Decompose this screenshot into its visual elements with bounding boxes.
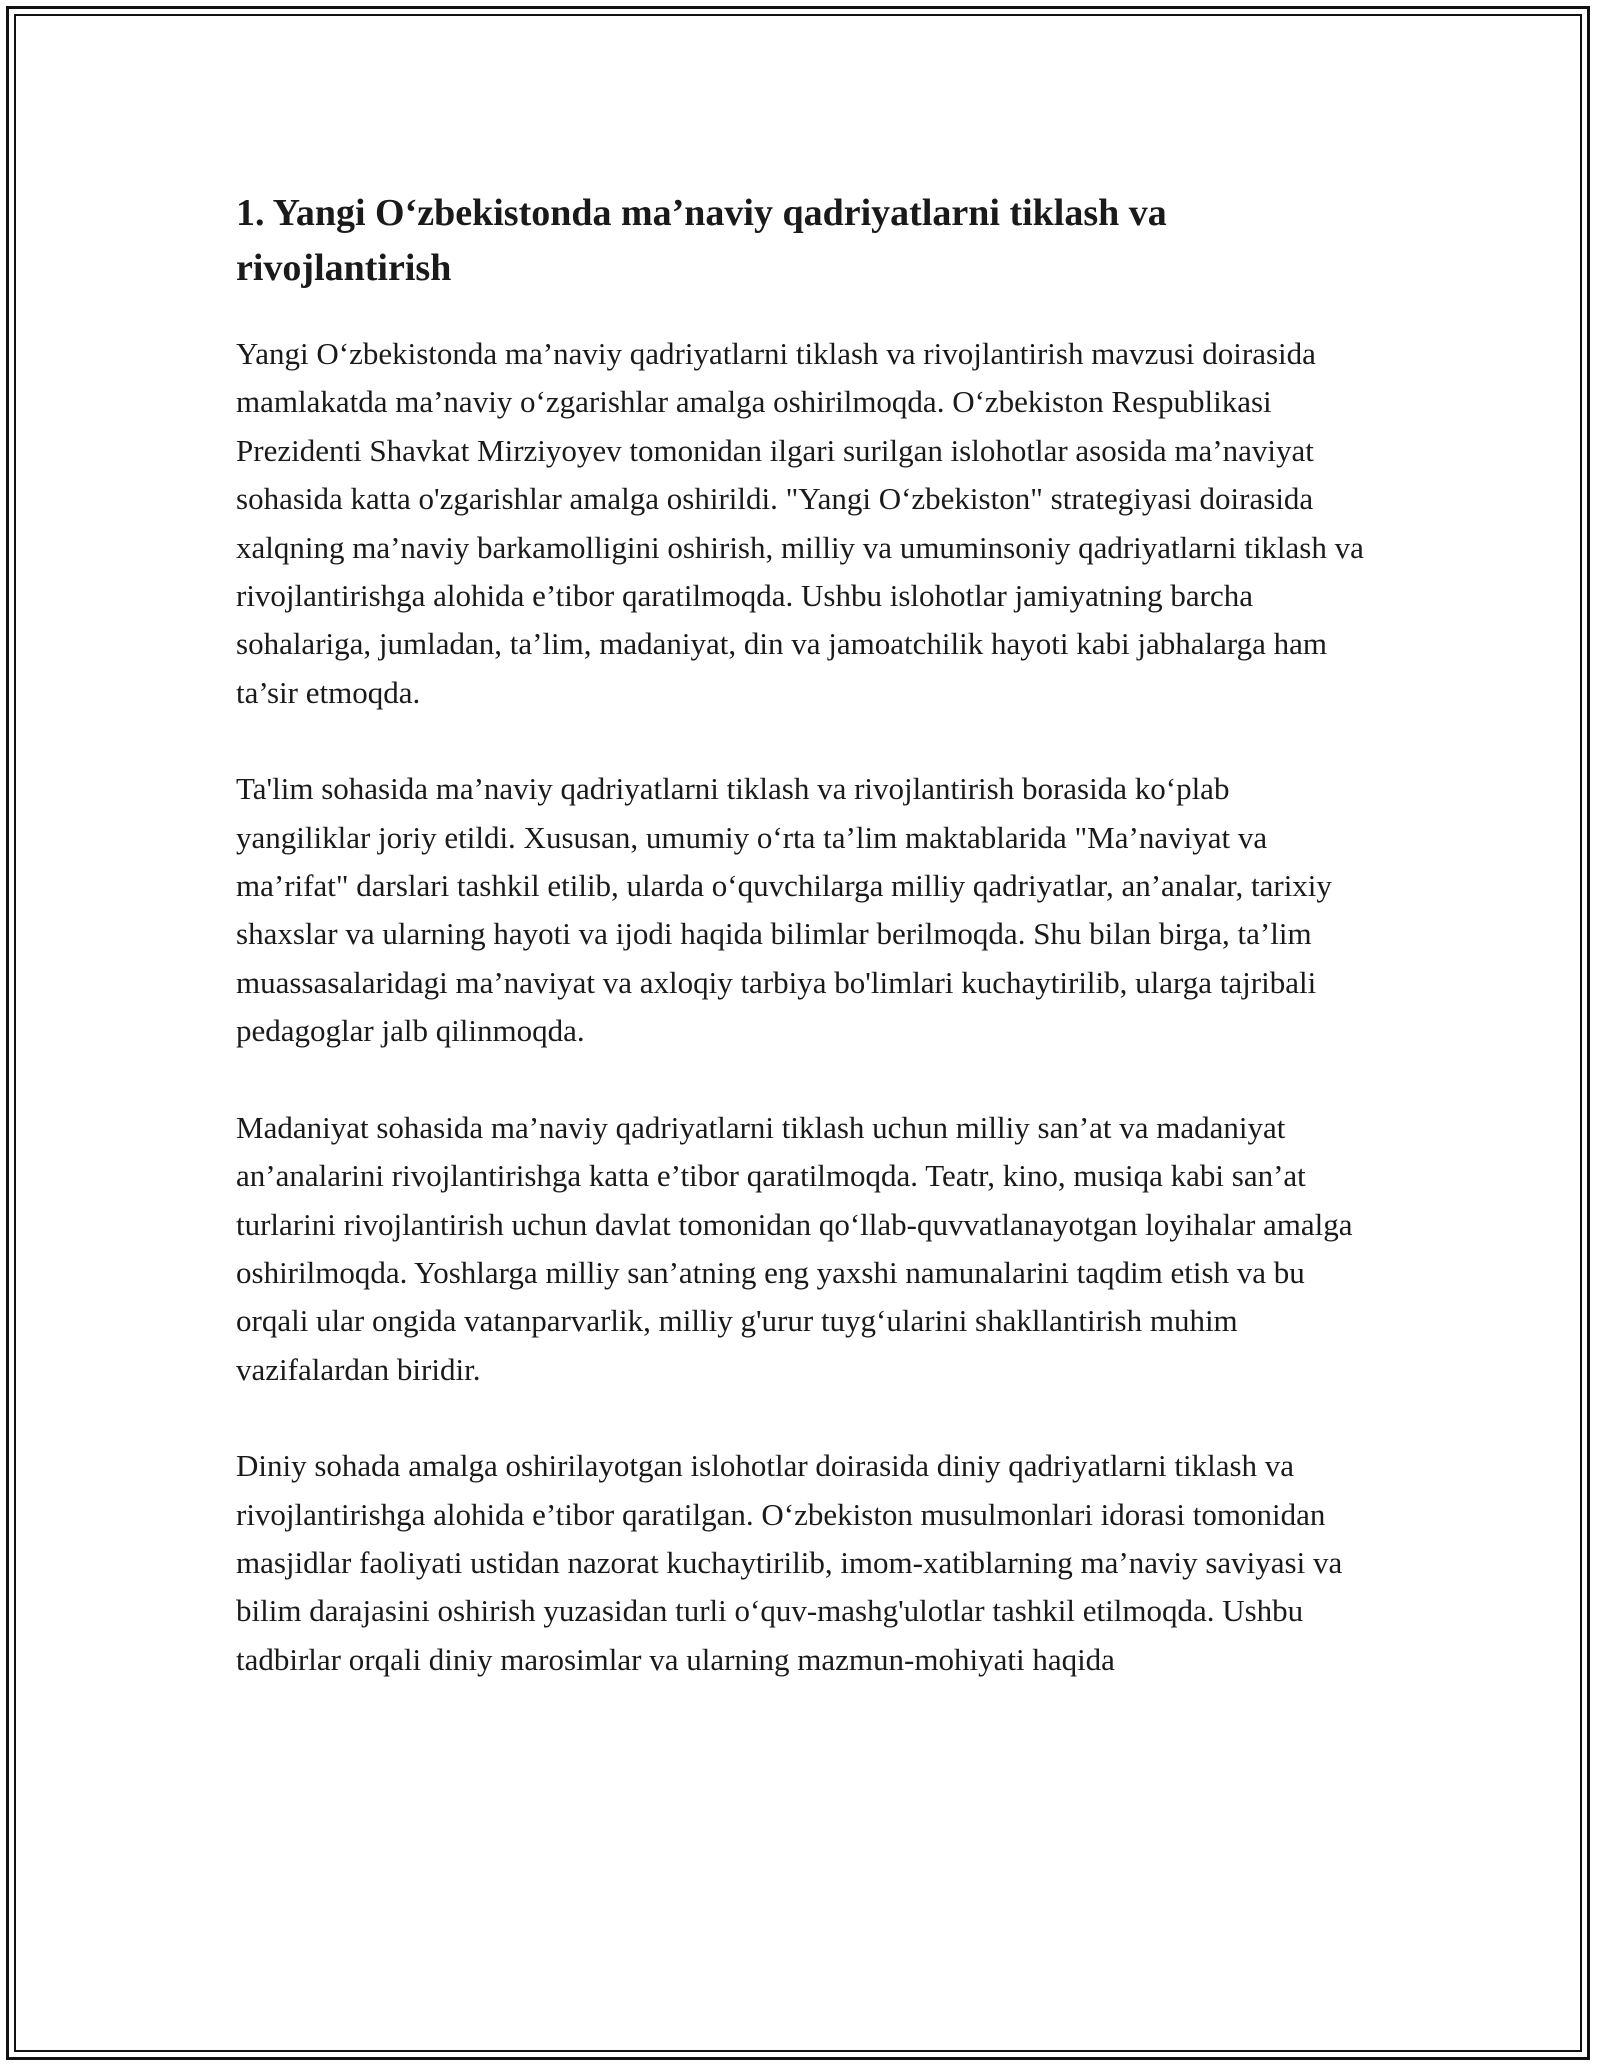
paragraph-religion: Diniy sohada amalga oshirilayotgan islohotlar doirasida diniy qadriyatlarni tiklash va rivojlantirishga alohida e’tibor qaratilgan. O‘zbekiston musulmonlari idorasi tomonidan masjidlar faoliyati ustidan nazorat kuchaytirilib, imom-xatiblarning ma’naviy saviyasi va bilim darajasini oshirish yuzasidan turli o‘quv-mashg'ulotlar tashkil etilmoqda. Ushbu tadbirlar orqali diniy marosimlar va ularning mazmun-mohiyati haqida (236, 1448, 1343, 1677)
paragraph-culture: Madaniyat sohasida ma’naviy qadriyatlarni tiklash uchun milliy san’at va madaniyat an’analarini rivojlantirishga katta e’tibor qaratilmoqda. Teatr, kino, musiqa kabi san’at turlarini rivojlantirish uchun davlat tomonidan qo‘llab-quvvatlanayotgan loyihalar amalga oshirilmoqda. Yoshlarga milliy san’atning eng yaxshi namunalarini taqdim etish va bu orqali ular ongida vatanparvarlik, milliy g'urur tuyg‘ularini shakllantirish muhim vazifalardan biridir. (236, 1109, 1353, 1387)
document-body (236, 186, 1366, 1684)
paragraph-intro: Yangi O‘zbekistonda ma’naviy qadriyatlarni tiklash va rivojlantirish mavzusi doirasida mamlakatda ma’naviy o‘zgarishlar amalga oshirilmoqda. O‘zbekiston Respublikasi Prezidenti Shavkat Mirziyoyev tomonidan ilgari surilgan islohotlar asosida ma’naviyat sohasida katta o'zgarishlar amalga oshirildi. "Yangi O‘zbekiston" strategiyasi doirasida xalqning ma’naviy barkamolligini oshirish, milliy va umuminsoniy qadriyatlarni tiklash va rivojlantirishga alohida e’tibor qaratilmoqda. Ushbu islohotlar jamiyatning barcha sohalariga, jumladan, ta’lim, madaniyat, din va jamoatchilik hayoti kabi jabhalarga ham ta’sir etmoqda. (236, 336, 1364, 710)
paragraph-education: Ta'lim sohasida ma’naviy qadriyatlarni tiklash va rivojlantirish borasida ko‘plab yangiliklar joriy etildi. Xususan, umumiy o‘rta ta’lim maktablarida "Ma’naviyat va ma’rifat" darslari tashkil etilib, ularda o‘quvchilarga milliy qadriyatlar, an’analar, tarixiy shaxslar va ularning hayoti va ijodi haqida bilimlar berilmoqda. Shu bilan birga, ta’lim muassasalaridagi ma’naviyat va axloqiy tarbiya bo'limlari kuchaytirilib, ularga tajribali pedagoglar jalb qilinmoqda. (236, 771, 1332, 1049)
section-heading: 1. Yangi O‘zbekistonda ma’naviy qadriyatlarni tiklash va rivojlantirish (236, 192, 1167, 289)
